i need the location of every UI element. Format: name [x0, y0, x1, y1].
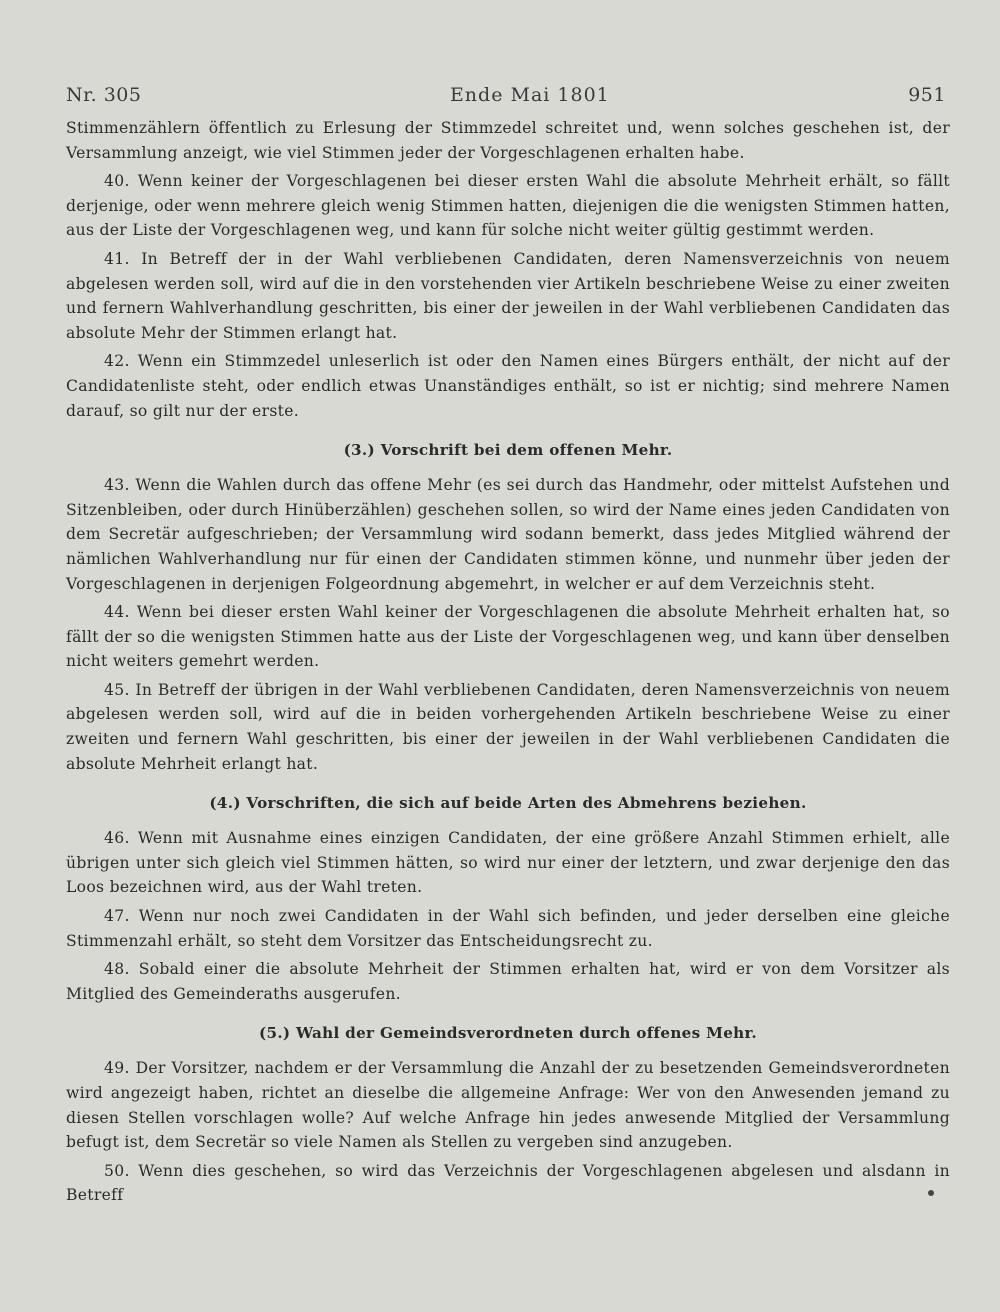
running-title: Ende Mai 1801 — [449, 84, 610, 106]
paragraph-44: 44. Wenn bei dieser ersten Wahl keiner der Vorgeschlagenen die absolute Mehrheit erhalten hat, so fällt der so die wenigsten Stimmen hatte aus der Liste der Vorgeschlagenen weg, und kann über denselben nicht weiters gemehrt werden. — [66, 603, 950, 671]
page-header — [66, 84, 950, 106]
section-heading-5: (5.) Wahl der Gemeindsverordneten durch offenes Mehr. — [258, 1024, 757, 1043]
paragraph-48: 48. Sobald einer die absolute Mehrheit der Stimmen erhalten hat, wird er von dem Vorsitzer als Mitglied des Gemeinderaths ausgerufen. — [66, 960, 950, 1003]
paragraph-41: 41. In Betreff der in der Wahl verbliebenen Candidaten, deren Namensverzeichnis von neuem abgelesen werden soll, wird auf die in den vorstehenden vier Artikeln beschriebene Weise zu einer zweiten und fernern Wahlverhandlung geschritten, bis einer der jeweilen in der Wahl verbliebenen Candidaten das absolute Mehr der Stimmen erlangt hat. — [66, 249, 950, 342]
paragraph-50: 50. Wenn dies geschehen, so wird das Verzeichnis der Vorgeschlagenen abgelesen und alsdann in Betreff — [66, 1161, 950, 1205]
paragraph-continuation: Stimmenzählern öffentlich zu Erlesung der Stimmzedel schreitet und, wenn solches geschehen ist, der Versammlung anzeigt, wie viel Stimmen jeder der Vorgeschlagenen erhalten habe. — [66, 119, 950, 162]
section-heading-4: (4.) Vorschriften, die sich auf beide Arten des Abmehrens beziehen. — [209, 794, 807, 813]
page-number: 951 — [908, 84, 946, 106]
document-number: Nr. 305 — [66, 84, 142, 106]
paragraph-49: 49. Der Vorsitzer, nachdem er der Versammlung die Anzahl der zu besetzenden Gemeindsverordneten wird angezeigt haben, richtet an dieselbe die allgemeine Anfrage: Wer von den Anwesenden jemand zu diesen Stellen vorschlagen wolle? Auf welche Anfrage hin jedes anwesende Mitglied der Versammlung befugt ist, dem Secretär so viele Namen als Stellen zu vergeben sind anzugeben. — [66, 1059, 950, 1152]
ink-speck — [928, 1190, 934, 1196]
paragraph-46: 46. Wenn mit Ausnahme eines einzigen Candidaten, der eine größere Anzahl Stimmen erhielt, alle übrigen unter sich gleich viel Stimmen hätten, so wird nur einer der letztern, und zwar derjenige den das Loos bezeichnen wird, aus der Wahl treten. — [66, 829, 950, 897]
paragraph-42: 42. Wenn ein Stimmzedel unleserlich ist oder den Namen eines Bürgers enthält, der nicht auf der Candidatenliste steht, oder endlich etwas Unanständiges enthält, so ist er nichtig; sind mehrere Namen darauf, so gilt nur der erste. — [66, 352, 950, 420]
paragraph-45: 45. In Betreff der übrigen in der Wahl verbliebenen Candidaten, deren Namensverzeichnis von neuem abgelesen werden soll, wird auf die in beiden vorhergehenden Artikeln beschriebene Weise zu einer zweiten und fernern Wahl geschritten, bis einer der jeweilen in der Wahl verbliebenen Candidaten die absolute Mehrheit erlangt hat. — [66, 680, 950, 773]
section-heading-3: (3.) Vorschrift bei dem offenen Mehr. — [343, 441, 673, 460]
paragraph-40: 40. Wenn keiner der Vorgeschlagenen bei dieser ersten Wahl die absolute Mehrheit erhält, so fällt derjenige, oder wenn mehrere gleich wenig Stimmen hatten, diejenigen die die wenigsten Stimmen hatten, aus der Liste der Vorgeschlagenen weg, und kann für solche nicht weiter gültig gestimmt werden. — [66, 172, 950, 240]
paragraph-43: 43. Wenn die Wahlen durch das offene Mehr (es sei durch das Handmehr, oder mittelst Aufstehen und Sitzenbleiben, oder durch Hinüberzählen) geschehen sollen, so wird der Name eines jeden Candidaten von dem Secretär aufgeschrieben; der Versammlung wird sodann bemerkt, dass jedes Mitglied während der nämlichen Wahlverhandlung nur für einen der Candidaten stimmen könne, und nunmehr über jeden der Vorgeschlagenen in derjenigen Folgeordnung abgemehrt, in welcher er auf dem Verzeichnis steht. — [66, 476, 950, 593]
paragraph-47: 47. Wenn nur noch zwei Candidaten in der Wahl sich befinden, und jeder derselben eine gleiche Stimmenzahl erhält, so steht dem Vorsitzer das Entscheidungsrecht zu. — [66, 907, 950, 950]
